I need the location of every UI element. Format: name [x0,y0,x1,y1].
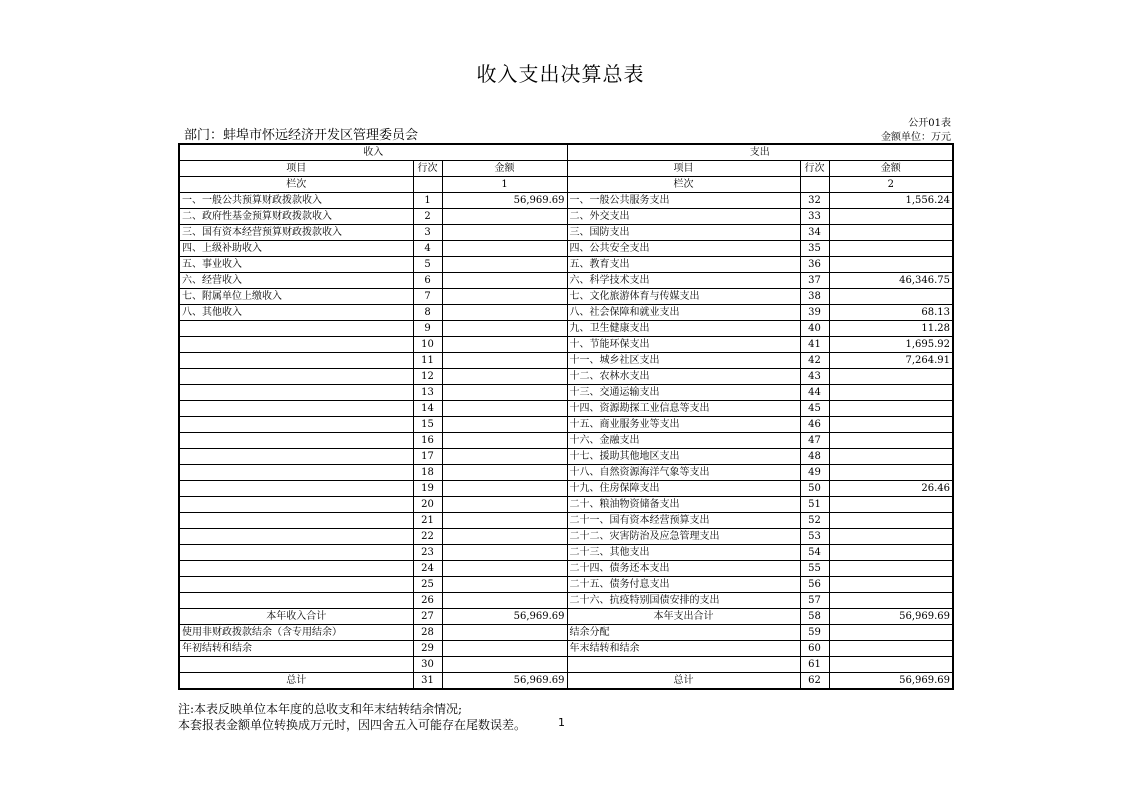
income-amount-cell [442,225,567,241]
expense-amount-header: 金额 [829,161,953,177]
income-amount-cell [442,305,567,321]
expense-line-cell: 33 [800,209,829,225]
expense-amount-cell [829,625,953,641]
income-amount-cell [442,641,567,657]
expense-line-cell: 52 [800,513,829,529]
income-item-cell [179,321,413,337]
expense-line-cell: 46 [800,417,829,433]
income-line-cell: 23 [413,545,442,561]
income-item-cell [179,433,413,449]
expense-header: 支出 [567,144,953,161]
page-number: 1 [558,716,565,729]
page-title: 收入支出决算总表 [476,62,645,86]
income-line-cell: 5 [413,257,442,273]
income-line-cell: 13 [413,385,442,401]
table-row [179,465,953,481]
table-row [179,193,953,209]
expense-line-cell: 53 [800,529,829,545]
income-item-cell: 总计 [179,673,413,690]
expense-amount-cell [829,433,953,449]
income-item-cell: 六、经营收入 [179,273,413,289]
expense-item-header: 项目 [567,161,800,177]
expense-amount-cell [829,369,953,385]
income-line-cell: 17 [413,449,442,465]
expense-line-cell: 41 [800,337,829,353]
income-line-cell: 19 [413,481,442,497]
expense-item-cell: 十九、住房保障支出 [567,481,800,497]
expense-item-cell: 十七、援助其他地区支出 [567,449,800,465]
income-item-cell [179,417,413,433]
income-line-cell: 15 [413,417,442,433]
income-item-cell [179,529,413,545]
income-expense-table [178,143,954,690]
table-row [179,369,953,385]
expense-item-cell: 十六、金融支出 [567,433,800,449]
income-item-cell: 四、上级补助收入 [179,241,413,257]
expense-line-cell: 44 [800,385,829,401]
expense-item-cell: 二十四、债务还本支出 [567,561,800,577]
table-row [179,209,953,225]
expense-item-cell: 三、国防支出 [567,225,800,241]
income-amount-cell [442,209,567,225]
income-line-cell: 30 [413,657,442,673]
expense-amount-cell [829,449,953,465]
expense-item-cell: 七、文化旅游体育与传媒支出 [567,289,800,305]
table-row [179,385,953,401]
expense-line-cell: 37 [800,273,829,289]
income-amount-cell: 56,969.69 [442,193,567,209]
expense-item-cell: 八、社会保障和就业支出 [567,305,800,321]
expense-amount-cell: 26.46 [829,481,953,497]
expense-line-cell: 38 [800,289,829,305]
income-item-cell [179,465,413,481]
expense-line-cell: 35 [800,241,829,257]
table-row [179,513,953,529]
expense-item-cell: 总计 [567,673,800,690]
table-row [179,657,953,673]
income-amount-cell [442,465,567,481]
expense-amount-cell [829,289,953,305]
income-item-cell [179,561,413,577]
income-item-cell: 本年收入合计 [179,609,413,625]
income-line-cell: 10 [413,337,442,353]
expense-item-cell: 二十五、债务付息支出 [567,577,800,593]
expense-line-cell: 36 [800,257,829,273]
income-amount-cell [442,657,567,673]
income-amount-cell [442,593,567,609]
income-amount-cell [442,481,567,497]
income-amount-cell [442,529,567,545]
expense-line-header: 行次 [800,161,829,177]
income-line-cell: 9 [413,321,442,337]
footnote-1: 注:本表反映单位本年度的总收支和年末结转结余情况; [178,702,463,716]
column-header-row [179,161,953,177]
income-line-cell: 31 [413,673,442,690]
income-item-cell [179,593,413,609]
income-amount-cell [442,417,567,433]
footnote-2: 本套报表金额单位转换成万元时，因四舍五入可能存在尾数误差。 [178,718,527,732]
income-amount-cell [442,497,567,513]
income-line-cell: 22 [413,529,442,545]
income-header: 收入 [179,144,567,161]
income-amount-cell [442,369,567,385]
table-row [179,257,953,273]
table-row [179,337,953,353]
income-item-cell: 使用非财政拨款结余（含专用结余） [179,625,413,641]
expense-amount-cell [829,529,953,545]
income-item-cell: 八、其他收入 [179,305,413,321]
expense-line-cell: 49 [800,465,829,481]
expense-line-cell: 58 [800,609,829,625]
income-line-cell: 21 [413,513,442,529]
income-amount-cell [442,273,567,289]
table-row [179,497,953,513]
expense-amount-cell: 46,346.75 [829,273,953,289]
expense-column-number: 2 [829,177,953,193]
expense-item-cell: 九、卫生健康支出 [567,321,800,337]
expense-line-cell: 48 [800,449,829,465]
expense-amount-cell: 56,969.69 [829,673,953,690]
expense-line-cell: 39 [800,305,829,321]
expense-item-cell: 五、教育支出 [567,257,800,273]
expense-item-cell: 十一、城乡社区支出 [567,353,800,369]
expense-column-blank [800,177,829,193]
income-item-cell: 五、事业收入 [179,257,413,273]
expense-item-cell: 二十六、抗疫特别国债安排的支出 [567,593,800,609]
table-row [179,433,953,449]
column-index-row [179,177,953,193]
table-row [179,593,953,609]
income-line-cell: 6 [413,273,442,289]
income-item-cell: 三、国有资本经营预算财政拨款收入 [179,225,413,241]
table-row [179,529,953,545]
expense-line-cell: 57 [800,593,829,609]
income-item-cell [179,545,413,561]
expense-line-cell: 40 [800,321,829,337]
expense-item-cell: 十三、交通运输支出 [567,385,800,401]
expense-line-cell: 55 [800,561,829,577]
income-amount-cell [442,241,567,257]
income-line-cell: 24 [413,561,442,577]
expense-amount-cell [829,513,953,529]
expense-line-cell: 51 [800,497,829,513]
income-item-cell [179,513,413,529]
income-amount-cell [442,337,567,353]
income-column-blank [413,177,442,193]
expense-item-cell [567,657,800,673]
department-label: 部门：蚌埠市怀远经济开发区管理委员会 [184,128,419,143]
table-row [179,625,953,641]
income-column-number: 1 [442,177,567,193]
expense-amount-cell [829,657,953,673]
income-amount-cell [442,577,567,593]
table-row [179,225,953,241]
expense-amount-cell: 1,556.24 [829,193,953,209]
income-line-header: 行次 [413,161,442,177]
expense-item-cell: 二十、粮油物资储备支出 [567,497,800,513]
table-row [179,273,953,289]
income-amount-cell [442,321,567,337]
income-amount-cell [442,257,567,273]
income-item-cell [179,577,413,593]
income-line-cell: 2 [413,209,442,225]
income-amount-cell [442,401,567,417]
expense-amount-cell [829,641,953,657]
table-row [179,545,953,561]
income-line-cell: 18 [413,465,442,481]
expense-item-cell: 本年支出合计 [567,609,800,625]
table-row [179,577,953,593]
income-line-cell: 26 [413,593,442,609]
expense-item-cell: 二十一、国有资本经营预算支出 [567,513,800,529]
expense-line-cell: 60 [800,641,829,657]
expense-line-cell: 62 [800,673,829,690]
income-amount-cell [442,625,567,641]
expense-line-cell: 61 [800,657,829,673]
income-item-cell [179,401,413,417]
income-line-cell: 7 [413,289,442,305]
form-number: 公开01表 [908,118,951,129]
income-amount-cell [442,513,567,529]
income-line-cell: 29 [413,641,442,657]
income-item-cell [179,657,413,673]
income-item-cell [179,449,413,465]
expense-amount-cell: 68.13 [829,305,953,321]
table-row [179,241,953,257]
expense-column-label: 栏次 [567,177,800,193]
income-line-cell: 4 [413,241,442,257]
expense-amount-cell: 56,969.69 [829,609,953,625]
expense-line-cell: 50 [800,481,829,497]
expense-item-cell: 二十三、其他支出 [567,545,800,561]
income-line-cell: 27 [413,609,442,625]
table-row [179,305,953,321]
income-amount-cell [442,449,567,465]
expense-amount-cell [829,593,953,609]
expense-amount-cell [829,401,953,417]
expense-line-cell: 56 [800,577,829,593]
income-line-cell: 25 [413,577,442,593]
table-row [179,321,953,337]
income-line-cell: 1 [413,193,442,209]
expense-amount-cell [829,577,953,593]
expense-line-cell: 42 [800,353,829,369]
income-item-header: 项目 [179,161,413,177]
section-header-row [179,144,953,161]
expense-amount-cell [829,209,953,225]
table-row [179,401,953,417]
expense-item-cell: 二、外交支出 [567,209,800,225]
expense-amount-cell [829,465,953,481]
income-column-label: 栏次 [179,177,413,193]
table-row [179,481,953,497]
expense-line-cell: 54 [800,545,829,561]
table-row [179,561,953,577]
income-item-cell [179,337,413,353]
expense-amount-cell [829,417,953,433]
expense-amount-cell: 7,264.91 [829,353,953,369]
income-line-cell: 8 [413,305,442,321]
income-item-cell [179,369,413,385]
expense-amount-cell [829,257,953,273]
expense-item-cell: 年末结转和结余 [567,641,800,657]
income-amount-header: 金额 [442,161,567,177]
table-row [179,353,953,369]
expense-amount-cell [829,497,953,513]
expense-line-cell: 59 [800,625,829,641]
income-line-cell: 11 [413,353,442,369]
income-amount-cell [442,545,567,561]
income-line-cell: 12 [413,369,442,385]
expense-line-cell: 45 [800,401,829,417]
income-line-cell: 14 [413,401,442,417]
income-line-cell: 20 [413,497,442,513]
expense-item-cell: 一、一般公共服务支出 [567,193,800,209]
income-amount-cell [442,353,567,369]
income-amount-cell [442,289,567,305]
income-item-cell: 二、政府性基金预算财政拨款收入 [179,209,413,225]
expense-item-cell: 二十二、灾害防治及应急管理支出 [567,529,800,545]
income-line-cell: 28 [413,625,442,641]
expense-line-cell: 43 [800,369,829,385]
table-row [179,641,953,657]
expense-line-cell: 32 [800,193,829,209]
income-item-cell: 年初结转和结余 [179,641,413,657]
income-amount-cell [442,561,567,577]
income-amount-cell: 56,969.69 [442,609,567,625]
table-row [179,417,953,433]
income-item-cell: 一、一般公共预算财政拨款收入 [179,193,413,209]
expense-amount-cell [829,385,953,401]
income-item-cell [179,481,413,497]
expense-amount-cell [829,225,953,241]
income-item-cell: 七、附属单位上缴收入 [179,289,413,305]
expense-item-cell: 十二、农林水支出 [567,369,800,385]
table-row [179,289,953,305]
income-item-cell [179,497,413,513]
expense-amount-cell: 1,695.92 [829,337,953,353]
income-item-cell [179,385,413,401]
income-line-cell: 16 [413,433,442,449]
expense-line-cell: 47 [800,433,829,449]
expense-item-cell: 结余分配 [567,625,800,641]
table-row [179,449,953,465]
expense-amount-cell [829,561,953,577]
expense-amount-cell [829,545,953,561]
expense-item-cell: 十五、商业服务业等支出 [567,417,800,433]
expense-line-cell: 34 [800,225,829,241]
expense-item-cell: 十八、自然资源海洋气象等支出 [567,465,800,481]
income-amount-cell: 56,969.69 [442,673,567,690]
expense-item-cell: 四、公共安全支出 [567,241,800,257]
expense-item-cell: 十四、资源勘探工业信息等支出 [567,401,800,417]
expense-amount-cell: 11.28 [829,321,953,337]
income-line-cell: 3 [413,225,442,241]
income-item-cell [179,353,413,369]
amount-unit: 金额单位：万元 [881,132,951,143]
subtotal-row [179,609,953,625]
total-row [179,673,953,690]
expense-item-cell: 六、科学技术支出 [567,273,800,289]
expense-item-cell: 十、节能环保支出 [567,337,800,353]
expense-amount-cell [829,241,953,257]
income-amount-cell [442,433,567,449]
income-amount-cell [442,385,567,401]
